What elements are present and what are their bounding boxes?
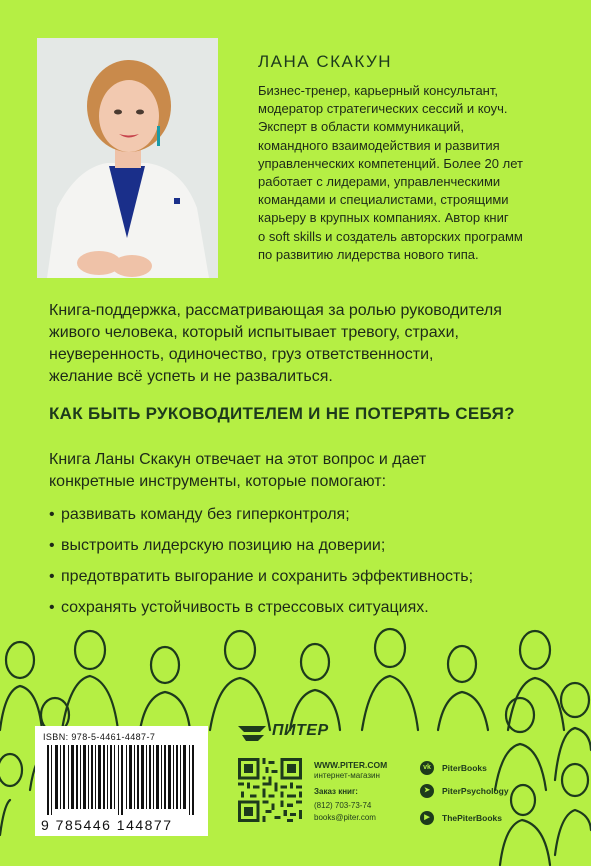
order-email: books@piter.com [314, 813, 376, 822]
vk-icon: vk [420, 761, 434, 775]
bio-line: карьеру в крупных компаниях. Автор книг [258, 210, 509, 226]
intro-line: Книга-поддержка, рассматривающая за ролью руководителя [49, 302, 502, 319]
list-item [49, 535, 473, 566]
social-label: PiterPsychology [442, 786, 509, 796]
bio-line: Эксперт в области коммуникаций, [258, 119, 465, 135]
order-phone: (812) 703-73-74 [314, 801, 372, 810]
bio-line: командами и специалистами, строящими [258, 192, 509, 208]
publisher-shop-label: интернет-магазин [314, 771, 380, 780]
benefits-list [49, 504, 473, 628]
author-name: ЛАНА СКАКУН [258, 52, 393, 71]
social-label: ThePiterBooks [442, 813, 502, 823]
barcode-number: 9 785446 144877 [41, 817, 173, 833]
list-item-text: выстроить лидерскую позицию на доверии; [61, 537, 386, 554]
author-photo [37, 38, 218, 278]
social-vk [420, 760, 487, 776]
answer-text [49, 449, 569, 493]
bio-line: модератор стратегических сессий и коуч. [258, 101, 508, 117]
answer-line: конкретные инструменты, которые помогают: [49, 473, 387, 490]
telegram-icon: ➤ [420, 784, 434, 798]
bio-line: Бизнес-тренер, карьерный консультант, [258, 83, 498, 98]
qr-code [238, 758, 302, 822]
youtube-icon: ▶ [420, 811, 434, 825]
social-label: PiterBooks [442, 763, 487, 773]
order-label: Заказ книг: [314, 787, 358, 796]
bullet-marker: • [49, 537, 55, 554]
bio-line: управленческих компетенций. Более 20 лет [258, 155, 523, 171]
publisher-website: WWW.PITER.COM [314, 760, 388, 770]
answer-line: Книга Ланы Скакун отвечает на этот вопрос и дает [49, 451, 427, 468]
publisher-logo-text: ПИТЕР [272, 722, 329, 739]
social-youtube [420, 810, 502, 826]
intro-line: живого человека, который испытывает тревогу, страхи, [49, 324, 459, 341]
social-telegram [420, 783, 509, 799]
bio-line: о soft skills и создатель авторских программ [258, 228, 523, 244]
intro-line: желание всё успеть и не развалиться. [49, 368, 333, 385]
bullet-marker: • [49, 568, 55, 585]
key-question-heading: КАК БЫТЬ РУКОВОДИТЕЛЕМ И НЕ ПОТЕРЯТЬ СЕБЯ? [49, 404, 515, 423]
book-intro [49, 300, 569, 388]
barcode-graphic [43, 745, 200, 815]
isbn-barcode-panel [35, 726, 208, 836]
intro-line: неуверенность, одиночество, груз ответственности, [49, 346, 434, 363]
bullet-marker: • [49, 506, 55, 523]
list-item-text: сохранять устойчивость в стрессовых ситуациях. [61, 599, 429, 616]
isbn-label: ISBN: 978-5-4461-4487-7 [43, 732, 156, 742]
author-bio [258, 82, 558, 264]
list-item [49, 504, 473, 535]
list-item [49, 566, 473, 597]
bio-line: по развитию лидерства нового типа. [258, 246, 479, 262]
bio-line: командного взаимодействия и развития [258, 137, 500, 153]
list-item-text: предотвратить выгорание и сохранить эффективность; [61, 568, 474, 585]
bullet-marker: • [49, 599, 55, 616]
list-item-text: развивать команду без гиперконтроля; [61, 506, 350, 523]
bio-line: работает с лидерами, управленческими [258, 174, 501, 190]
